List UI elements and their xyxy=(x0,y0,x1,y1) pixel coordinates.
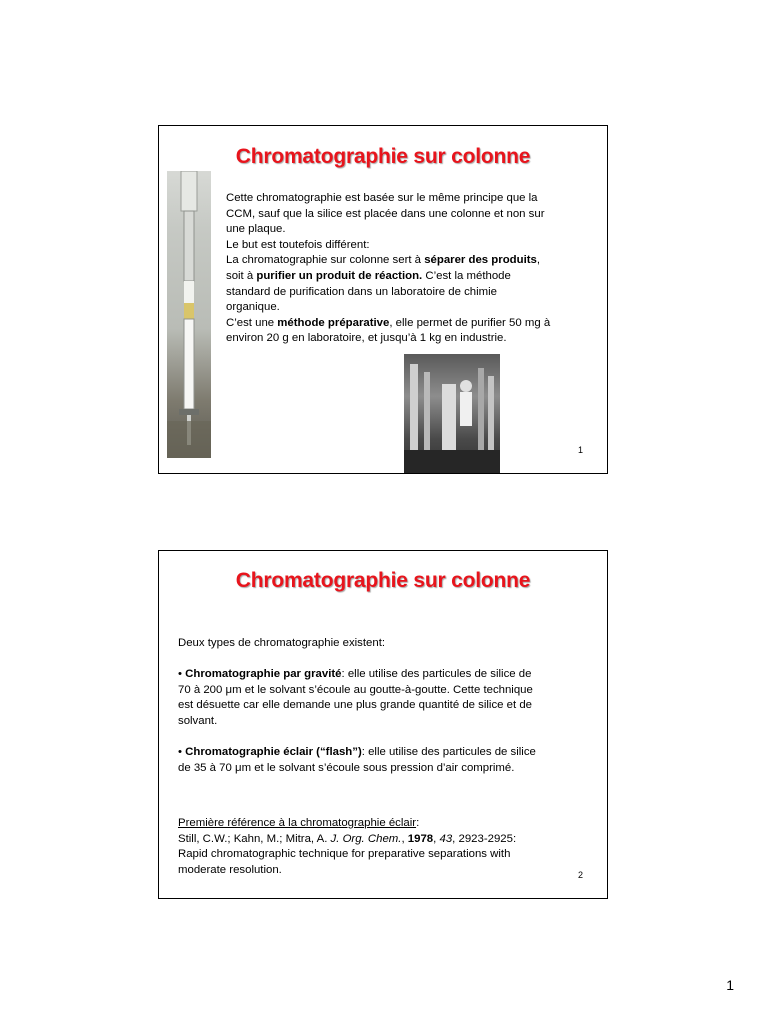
text-span: , xyxy=(401,832,408,845)
year: 1978 xyxy=(407,832,434,845)
slide-body xyxy=(226,191,591,347)
text-line xyxy=(178,667,578,683)
column-illustration xyxy=(167,171,211,458)
text-span: soit à xyxy=(226,269,257,282)
spacer xyxy=(178,652,578,668)
text-line: 70 à 200 μm et le solvant s’écoule au goutte-à-goutte. Cette technique xyxy=(178,683,533,696)
text-line: environ 20 g en laboratoire, et jusqu’à 1 kg en industrie. xyxy=(226,332,507,345)
document-page-number: 1 xyxy=(726,977,734,993)
text-span: : elle utilise des particules de silice xyxy=(361,746,536,759)
slide-page-number: 1 xyxy=(577,445,583,455)
text-span: C’est une xyxy=(226,316,278,329)
slide-2 xyxy=(158,550,608,899)
reference-heading xyxy=(178,816,578,832)
text-span: C’est la méthode xyxy=(422,269,511,282)
text-span: La chromatographie sur colonne sert à xyxy=(226,254,425,267)
slide-body xyxy=(178,636,578,878)
emphasis-text: séparer des produits xyxy=(424,254,537,267)
citation-line xyxy=(178,832,578,848)
text-line: de 35 à 70 μm et le solvant s’écoule sous pression d’air comprimé. xyxy=(178,761,515,774)
intro-text: Deux types de chromatographie existent: xyxy=(178,637,386,649)
text-line: CCM, sauf que la silice est placée dans une colonne et non sur xyxy=(226,207,545,220)
chromatography-column-photo xyxy=(167,171,211,458)
journal-name: J. Org. Chem. xyxy=(330,832,402,845)
text-span: : xyxy=(416,816,420,829)
text-line: est désuette car elle demande une plus grande quantité de silice et de xyxy=(178,699,532,712)
emphasis-text: Chromatographie éclair (“flash”) xyxy=(185,746,362,759)
text-span: , elle permet de purifier 50 mg à xyxy=(389,316,551,329)
text-line xyxy=(226,253,591,269)
text-span: , xyxy=(433,832,440,845)
text-line: moderate resolution. xyxy=(178,863,282,876)
spacer xyxy=(178,730,578,746)
text-line xyxy=(226,269,591,285)
lab-illustration xyxy=(404,354,500,474)
text-line: une plaque. xyxy=(226,223,286,236)
spacer xyxy=(178,800,578,816)
emphasis-text: purifier un produit de réaction. xyxy=(256,269,423,282)
emphasis-text: méthode préparative xyxy=(277,316,390,329)
text-line: Le but est toutefois différent: xyxy=(226,238,370,251)
authors: Still, C.W.; Kahn, M.; Mitra, A. xyxy=(178,832,331,845)
emphasis-text: Chromatographie par gravité xyxy=(185,668,342,681)
text-line: organique. xyxy=(226,301,280,314)
text-line xyxy=(178,745,578,761)
slide-title: Chromatographie sur colonne xyxy=(235,569,531,592)
slide-1 xyxy=(158,125,608,474)
text-line: Cette chromatographie est basée sur le même principe que la xyxy=(226,192,538,204)
volume: 43 xyxy=(439,832,453,845)
slide-page-number: 2 xyxy=(577,870,583,880)
pages: , 2923-2925: xyxy=(452,832,517,845)
text-span: , xyxy=(536,254,541,267)
text-line: standard de purification dans un laboratoire de chimie xyxy=(226,285,498,298)
text-line xyxy=(226,316,591,332)
slide-title: Chromatographie sur colonne xyxy=(235,145,531,168)
bullet: • xyxy=(178,746,186,759)
spacer xyxy=(178,776,578,800)
text-line: Rapid chromatographic technique for preparative separations with xyxy=(178,848,511,861)
text-line: solvant. xyxy=(178,714,218,727)
bullet: • xyxy=(178,668,186,681)
text-span: : elle utilise des particules de silice de xyxy=(341,668,532,681)
laboratory-photo xyxy=(404,354,500,474)
underlined-text: Première référence à la chromatographie éclair xyxy=(178,816,417,829)
